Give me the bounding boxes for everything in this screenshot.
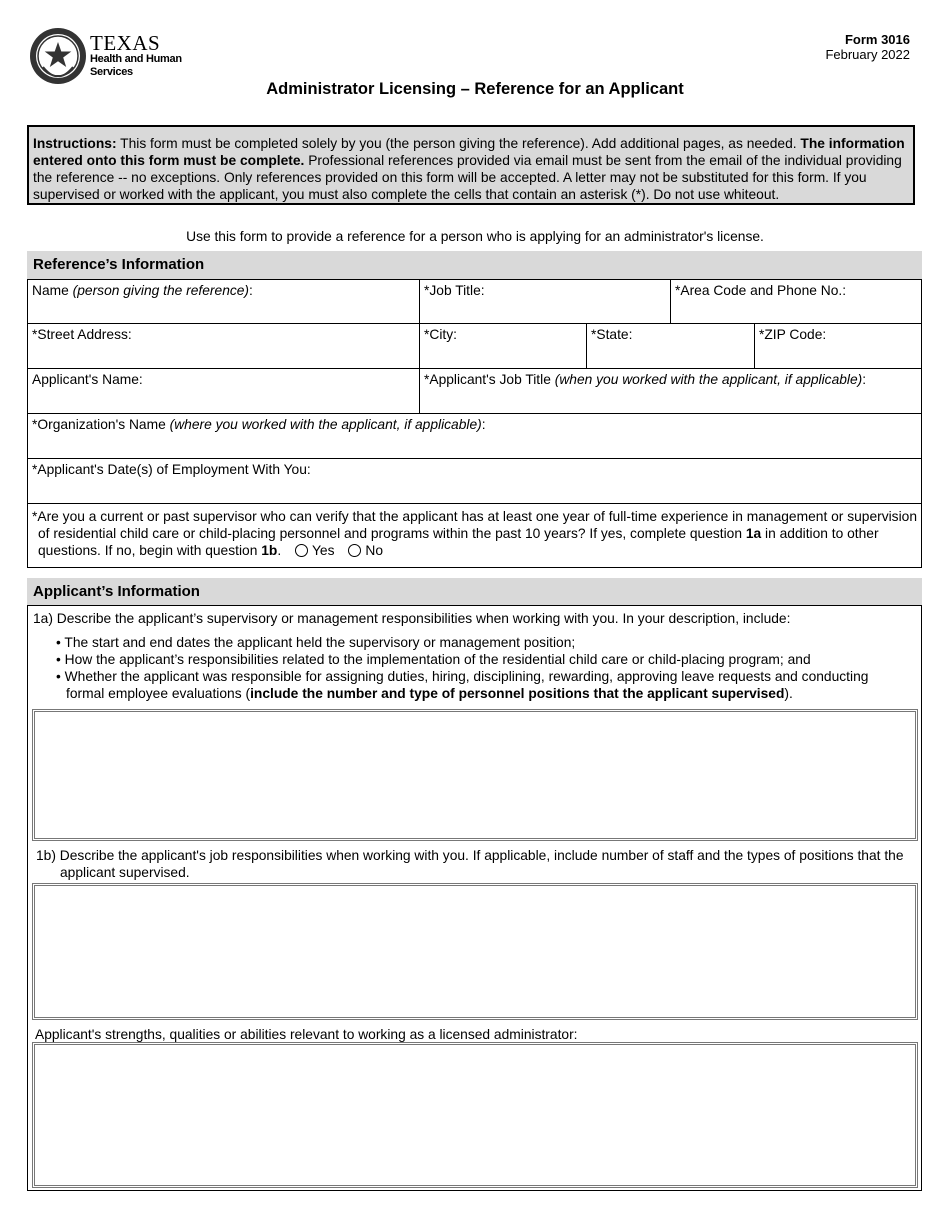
job-title-field[interactable]: *Job Title: (419, 279, 671, 324)
instructions-box (27, 125, 915, 205)
supervisor-question: *Are you a current or past supervisor who can verify that the applicant has at least one year of full-time experience in management or supervision of residential child care or child-placing personnel and programs within the past 10 years? If yes, complete question 1a in addition to other questions. If no, begin with question 1b. Yes No (27, 503, 922, 568)
page-title: Administrator Licensing – Reference for an Applicant (266, 80, 684, 98)
city-field[interactable]: *City: (419, 323, 587, 369)
street-address-field[interactable]: *Street Address: (27, 323, 420, 369)
zip-code-field[interactable]: *ZIP Code: (754, 323, 922, 369)
instructions-text1: This form must be completed solely by you (the person giving the reference). Add additional pages, as needed. (116, 136, 801, 151)
yes-label: Yes (312, 543, 335, 558)
yes-radio[interactable] (295, 544, 308, 557)
employment-dates-field[interactable]: *Applicant's Date(s) of Employment With You: (27, 458, 922, 504)
no-label: No (365, 543, 383, 558)
question-1a: 1a) Describe the applicant’s supervisory or management responsibilities when working with you. In your description, include: (33, 611, 791, 626)
applicant-name-field[interactable]: Applicant's Name: (27, 368, 420, 414)
question-1b: 1b) Describe the applicant's job responsibilities when working with you. If applicable, include number of staff and the types of positions that the applicant supervised. (36, 848, 904, 880)
answer-1a-textarea[interactable] (32, 709, 918, 841)
instructions-bold: The information entered onto this form must be complete. (33, 136, 905, 168)
logo-line2: Services (90, 66, 133, 78)
answer-1b-textarea[interactable] (32, 883, 918, 1020)
use-note: Use this form to provide a reference for a person who is applying for an administrator's license. (186, 229, 764, 244)
reference-section-heading: Reference’s Information (27, 251, 922, 279)
instructions-text3: Professional references provided via email must be sent from the email of the individual providing the reference -- no exceptions. Only references provided on this form will be accepted. A letter may not be substituted for this form. If you supervised or worked with the applicant, you must also complete the cells that contain an asterisk (*). Do not use whiteout. (33, 153, 902, 202)
no-radio[interactable] (348, 544, 361, 557)
applicant-section-heading: Applicant’s Information (27, 578, 922, 606)
question-1a-bullets (56, 634, 906, 702)
bullet-item: • The start and end dates the applicant held the supervisory or management position; (56, 635, 576, 650)
applicant-job-title-field[interactable]: *Applicant's Job Title (when you worked with the applicant, if applicable): (419, 368, 922, 414)
texas-seal-icon (29, 27, 87, 85)
strengths-question: Applicant's strengths, qualities or abilities relevant to working as a licensed administrator: (35, 1027, 578, 1042)
phone-field[interactable]: *Area Code and Phone No.: (670, 279, 922, 324)
logo-texas: TEXAS (90, 31, 161, 55)
form-date: February 2022 (825, 47, 910, 62)
form-number: Form 3016 (844, 32, 910, 47)
strengths-textarea[interactable] (32, 1042, 918, 1188)
instructions-label: Instructions: (33, 136, 117, 151)
bullet-item: • How the applicant’s responsibilities related to the implementation of the residential child care or child-placing program; and (56, 652, 811, 667)
organization-name-field[interactable]: *Organization's Name (where you worked with the applicant, if applicable): (27, 413, 922, 459)
state-field[interactable]: *State: (586, 323, 755, 369)
form-number-block (825, 32, 910, 62)
bullet-item: • Whether the applicant was responsible for assigning duties, hiring, disciplining, rewarding, approving leave requests and conducting formal employee evaluations (include the number and type of personnel positions that the applicant supervised). (56, 669, 869, 701)
logo-line1: Health and Human (90, 53, 182, 65)
reference-name-field[interactable]: Name (person giving the reference): (27, 279, 420, 324)
